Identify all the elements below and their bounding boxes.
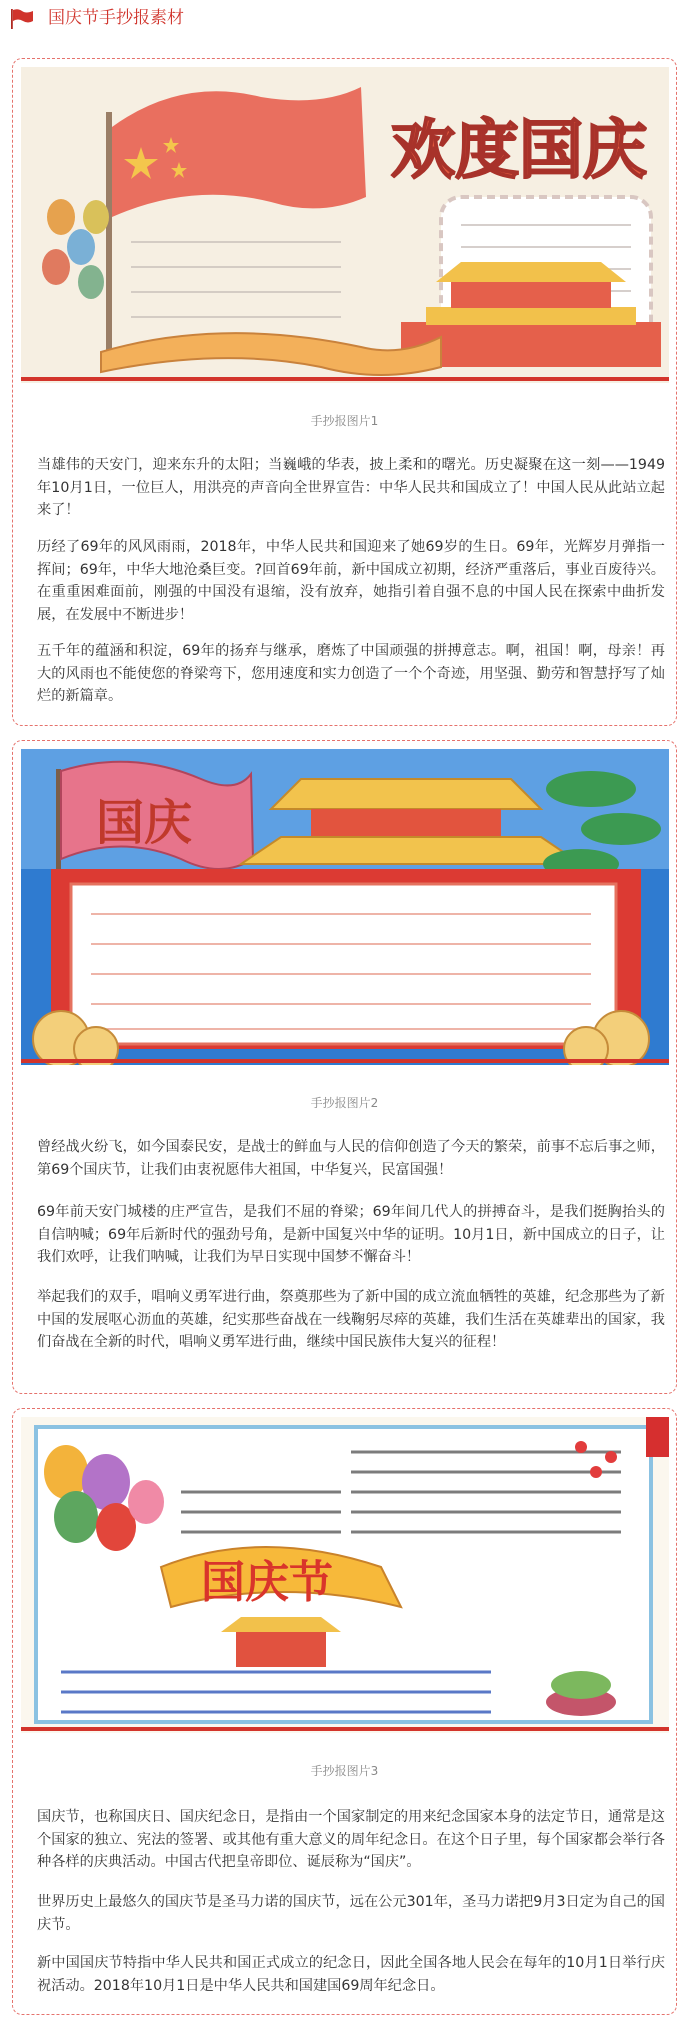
poster-2-title: 国庆 (96, 795, 193, 851)
handmade-poster-image-1 (21, 67, 669, 383)
card-2 (12, 740, 677, 1394)
paragraph: 历经了69年的风风雨雨，2018年，中华人民共和国迎来了她69岁的生日。69年，光辉岁月弹指一挥间；69年，中华大地沧桑巨变。?回首69年前，新中国成立初期，经济严重落后，事业百废待兴。在重重困难面前，刚强的中国没有退缩，没有放弃，她指引着自强不息的中国人民在探索中曲折发展，在发展中不断进步！ (37, 539, 665, 623)
poster-3-title: 国庆节 (201, 1557, 333, 1608)
image-caption: 手抄报图片2 (310, 1096, 379, 1110)
card-1 (12, 58, 677, 726)
image-caption: 手抄报图片3 (310, 1764, 379, 1778)
card-3 (12, 1408, 677, 2015)
paragraph: 五千年的蕴涵和积淀，69年的扬弃与继承，磨炼了中国顽强的拼搏意志。啊，祖国！啊，母亲！再大的风雨也不能使您的脊梁弯下，您用速度和实力创造了一个个奇迹，用坚强、勤劳和智慧抒写了灿烂的新篇章。 (37, 643, 665, 704)
handmade-poster-image-3 (21, 1417, 669, 1733)
paragraph: 举起我们的双手，唱响义勇军进行曲，祭奠那些为了新中国的成立流血牺牲的英雄，纪念那些为了新中国的发展呕心沥血的英雄，纪实那些奋战在一线鞠躬尽瘁的英雄，我们生活在英雄辈出的国家，我们奋战在全新的时代，唱响义勇军进行曲，继续中国民族伟大复兴的征程！ (37, 1289, 665, 1350)
image-underline (21, 1059, 669, 1063)
paragraph: 世界历史上最悠久的国庆节是圣马力诺的国庆节，远在公元301年，圣马力诺把9月3日定为自己的国庆节。 (37, 1894, 665, 1933)
paragraph: 69年前天安门城楼的庄严宣告，是我们不屈的脊梁；69年间几代人的拼搏奋斗，是我们挺胸抬头的自信呐喊；69年后新时代的强劲号角，是新中国复兴中华的证明。10月1日，新中国成立的日子，让我们欢呼，让我们呐喊，让我们为早日实现中国梦不懈奋斗！ (37, 1204, 665, 1265)
image-caption: 手抄报图片1 (310, 414, 379, 428)
paragraph: 国庆节，也称国庆日、国庆纪念日，是指由一个国家制定的用来纪念国家本身的法定节日，通常是这个国家的独立、宪法的签署、或其他有重大意义的周年纪念日。在这个日子里，每个国家都会举行各种各样的庆典活动。中国古代把皇帝即位、诞辰称为“国庆”。 (37, 1809, 665, 1870)
image-underline (21, 377, 669, 381)
paragraph: 新中国国庆节特指中华人民共和国正式成立的纪念日，因此全国各地人民会在每年的10月1日举行庆祝活动。2018年10月1日是中华人民共和国建国69周年纪念日。 (37, 1955, 665, 1994)
page-title: 国庆节手抄报素材 (48, 8, 184, 28)
poster-1-title: 欢度国庆 (391, 113, 647, 188)
paragraph: 曾经战火纷飞，如今国泰民安，是战士的鲜血与人民的信仰创造了今天的繁荣，前事不忘后事之师，第69个国庆节，让我们由衷祝愿伟大祖国，中华复兴，民富国强！ (37, 1139, 665, 1178)
header (0, 0, 689, 42)
image-underline (21, 1727, 669, 1731)
flag-icon (10, 9, 34, 29)
handmade-poster-image-2 (21, 749, 669, 1065)
paragraph: 当雄伟的天安门，迎来东升的太阳；当巍峨的华表，披上柔和的曙光。历史凝聚在这一刻——1949年10月1日，一位巨人，用洪亮的声音向全世界宣告：中华人民共和国成立了！中国人民从此站立起来了！ (37, 457, 665, 518)
